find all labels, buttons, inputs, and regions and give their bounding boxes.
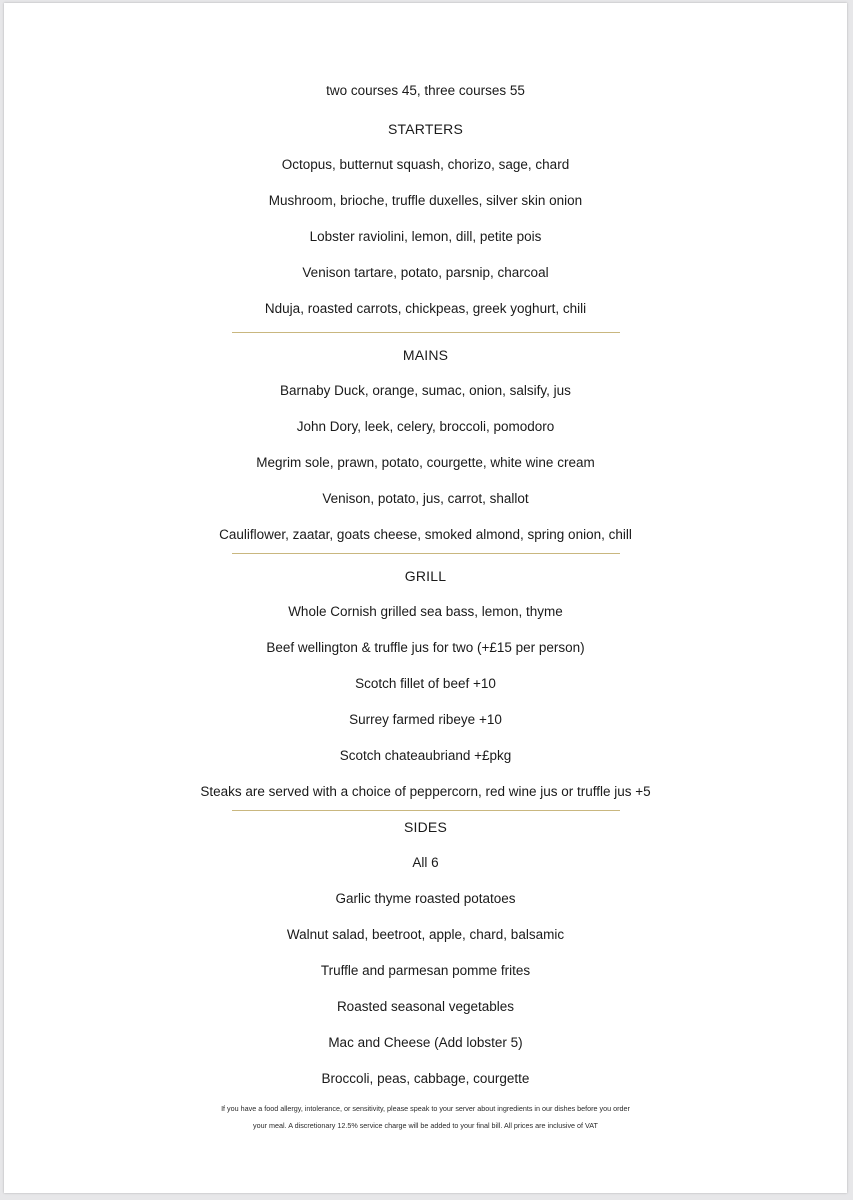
side-item: Mac and Cheese (Add lobster 5) [328,1035,523,1050]
sides-heading: SIDES [403,819,447,835]
starters-heading: STARTERS [388,121,463,137]
starter-item: Lobster raviolini, lemon, dill, petite pois [309,229,542,244]
side-item: Truffle and parmesan pomme frites [320,963,531,978]
section-divider [232,332,620,333]
grill-item: Whole Cornish grilled sea bass, lemon, thyme [288,604,563,619]
grill-heading: GRILL [404,568,447,584]
section-divider [232,810,620,811]
pricing-line: two courses 45, three courses 55 [326,83,525,98]
side-item: All 6 [412,855,439,870]
service-charge-notice: your meal. A discretionary 12.5% service charge will be added to your final bill. All prices are inclusive of VAT [253,1121,598,1130]
menu-page [4,3,847,1193]
mains-heading: MAINS [402,347,449,363]
grill-item: Scotch chateaubriand +£pkg [339,748,512,763]
grill-item: Scotch fillet of beef +10 [355,676,496,691]
side-item: Walnut salad, beetroot, apple, chard, balsamic [286,927,565,942]
grill-steak-note: Steaks are served with a choice of peppercorn, red wine jus or truffle jus +5 [200,784,651,799]
side-item: Garlic thyme roasted potatoes [335,891,516,906]
main-item: John Dory, leek, celery, broccoli, pomodoro [296,419,555,434]
starter-item: Venison tartare, potato, parsnip, charcoal [302,265,549,280]
main-item: Barnaby Duck, orange, sumac, onion, salsify, jus [280,383,571,398]
allergy-notice: If you have a food allergy, intolerance, or sensitivity, please speak to your server about ingredients in our dishes before you order [221,1104,630,1113]
main-item: Cauliflower, zaatar, goats cheese, smoked almond, spring onion, chill [219,527,632,542]
main-item: Venison, potato, jus, carrot, shallot [322,491,529,506]
side-item: Roasted seasonal vegetables [336,999,515,1014]
starter-item: Nduja, roasted carrots, chickpeas, greek yoghurt, chili [264,301,587,316]
starter-item: Mushroom, brioche, truffle duxelles, silver skin onion [268,193,583,208]
side-item: Broccoli, peas, cabbage, courgette [321,1071,530,1086]
section-divider [232,553,620,554]
grill-item: Surrey farmed ribeye +10 [349,712,502,727]
grill-item: Beef wellington & truffle jus for two (+£15 per person) [266,640,585,655]
starter-item: Octopus, butternut squash, chorizo, sage, chard [281,157,570,172]
main-item: Megrim sole, prawn, potato, courgette, white wine cream [256,455,595,470]
